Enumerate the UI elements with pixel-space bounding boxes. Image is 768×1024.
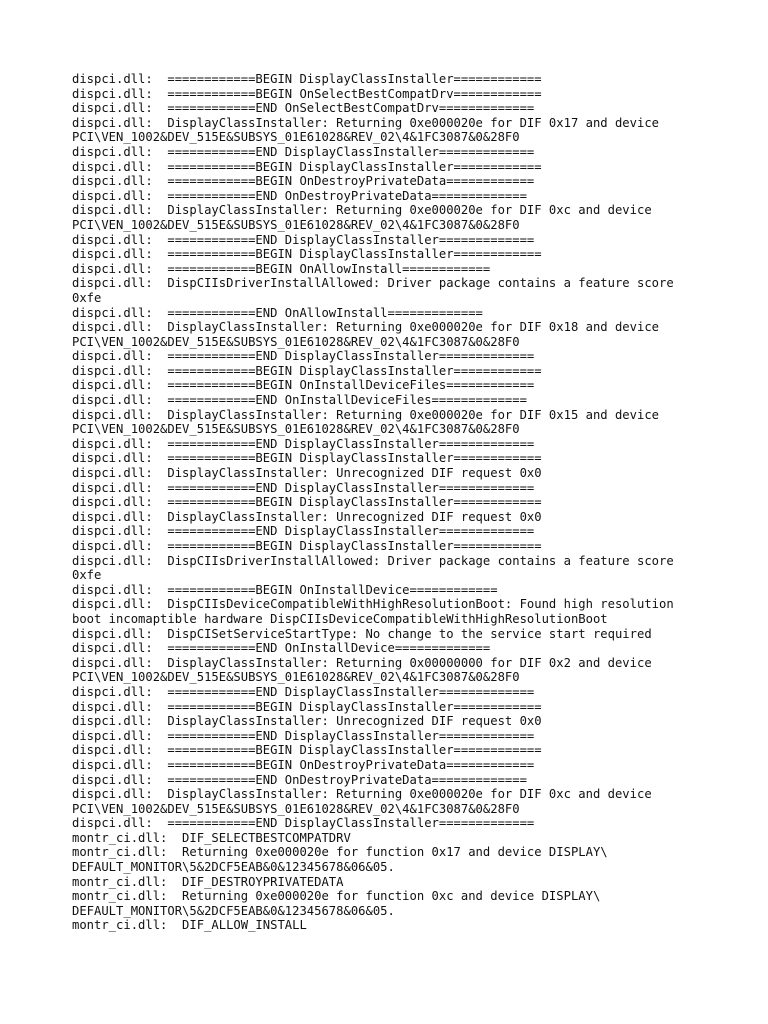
- log-line: dispci.dll: ============BEGIN OnDestroyPrivateData============: [72, 174, 535, 189]
- log-line: dispci.dll: DisplayClassInstaller: Returning 0xe000020e for DIF 0x15 and device: [72, 407, 659, 422]
- log-line: PCI\VEN_1002&DEV_515E&SUBSYS_01E61028&REV_02\4&1FC3087&0&28F0: [72, 422, 520, 437]
- log-line: PCI\VEN_1002&DEV_515E&SUBSYS_01E61028&REV_02\4&1FC3087&0&28F0: [72, 670, 520, 685]
- log-line: dispci.dll: ============BEGIN DisplayClassInstaller============: [72, 247, 542, 262]
- log-line: montr_ci.dll: DIF_DESTROYPRIVATEDATA: [72, 874, 344, 889]
- log-line: dispci.dll: DispCISetServiceStartType: No change to the service start required: [72, 626, 652, 641]
- log-line: dispci.dll: ============END OnAllowInstall=============: [72, 305, 483, 320]
- log-line: PCI\VEN_1002&DEV_515E&SUBSYS_01E61028&REV_02\4&1FC3087&0&28F0: [72, 334, 520, 349]
- log-line: dispci.dll: ============END OnInstallDevice=============: [72, 641, 491, 656]
- log-line: dispci.dll: ============END DisplayClassInstaller=============: [72, 436, 535, 451]
- log-line: montr_ci.dll: Returning 0xe000020e for function 0x17 and device DISPLAY\: [72, 845, 608, 860]
- log-line: dispci.dll: ============END DisplayClassInstaller=============: [72, 524, 535, 539]
- log-line: montr_ci.dll: Returning 0xe000020e for function 0xc and device DISPLAY\: [72, 889, 601, 904]
- log-line: 0xfe: [72, 568, 102, 583]
- log-line: DEFAULT_MONITOR\5&2DCF5EAB&0&12345678&06&05.: [72, 860, 395, 875]
- log-line: PCI\VEN_1002&DEV_515E&SUBSYS_01E61028&REV_02\4&1FC3087&0&28F0: [72, 130, 520, 145]
- log-line: dispci.dll: DisplayClassInstaller: Returning 0xe000020e for DIF 0x17 and device: [72, 115, 659, 130]
- log-line: dispci.dll: DispCIIsDriverInstallAllowed: Driver package contains a feature score: [72, 553, 674, 568]
- log-line: dispci.dll: ============BEGIN DisplayClassInstaller============: [72, 72, 542, 86]
- log-line: dispci.dll: ============END DisplayClassInstaller=============: [72, 480, 535, 495]
- log-line: dispci.dll: ============BEGIN DisplayClassInstaller============: [72, 699, 542, 714]
- log-line: dispci.dll: ============END OnSelectBestCompatDrv=============: [72, 101, 535, 116]
- log-line: dispci.dll: ============END OnDestroyPrivateData=============: [72, 772, 527, 787]
- log-line: dispci.dll: ============BEGIN OnInstallDevice============: [72, 582, 498, 597]
- log-line: dispci.dll: ============END OnInstallDeviceFiles=============: [72, 393, 527, 408]
- log-line: dispci.dll: DisplayClassInstaller: Unrecognized DIF request 0x0: [72, 509, 542, 524]
- log-line: dispci.dll: DispCIIsDeviceCompatibleWithHighResolutionBoot: Found high resolution: [72, 597, 674, 612]
- log-line: dispci.dll: ============BEGIN OnInstallDeviceFiles============: [72, 378, 535, 393]
- log-line: PCI\VEN_1002&DEV_515E&SUBSYS_01E61028&REV_02\4&1FC3087&0&28F0: [72, 801, 520, 816]
- log-line: dispci.dll: ============END OnDestroyPrivateData=============: [72, 188, 527, 203]
- log-line: dispci.dll: DisplayClassInstaller: Returning 0x00000000 for DIF 0x2 and device: [72, 655, 652, 670]
- log-line: DEFAULT_MONITOR\5&2DCF5EAB&0&12345678&06&05.: [72, 903, 395, 918]
- log-line: dispci.dll: ============END DisplayClassInstaller=============: [72, 816, 535, 831]
- log-line: dispci.dll: DispCIIsDriverInstallAllowed: Driver package contains a feature score: [72, 276, 674, 291]
- log-line: dispci.dll: ============END DisplayClassInstaller=============: [72, 349, 535, 364]
- log-line: dispci.dll: DisplayClassInstaller: Unrecognized DIF request 0x0: [72, 714, 542, 729]
- log-line: dispci.dll: ============BEGIN OnSelectBestCompatDrv============: [72, 86, 542, 101]
- log-line: dispci.dll: ============END DisplayClassInstaller=============: [72, 232, 535, 247]
- log-line: dispci.dll: ============END DisplayClassInstaller=============: [72, 144, 535, 159]
- log-line: dispci.dll: ============BEGIN DisplayClassInstaller============: [72, 363, 542, 378]
- log-line: dispci.dll: ============END DisplayClassInstaller=============: [72, 684, 535, 699]
- log-line: dispci.dll: ============BEGIN OnAllowInstall============: [72, 261, 491, 276]
- log-line: montr_ci.dll: DIF_ALLOW_INSTALL: [72, 918, 307, 933]
- log-line: dispci.dll: ============BEGIN OnDestroyPrivateData============: [72, 757, 535, 772]
- log-line: dispci.dll: ============BEGIN DisplayClassInstaller============: [72, 743, 542, 758]
- log-line: montr_ci.dll: DIF_SELECTBESTCOMPATDRV: [72, 830, 351, 845]
- log-line: dispci.dll: ============END DisplayClassInstaller=============: [72, 728, 535, 743]
- log-line: 0xfe: [72, 290, 102, 305]
- log-line: dispci.dll: DisplayClassInstaller: Unrecognized DIF request 0x0: [72, 466, 542, 481]
- log-line: dispci.dll: ============BEGIN DisplayClassInstaller============: [72, 539, 542, 553]
- log-line: dispci.dll: ============BEGIN DisplayClassInstaller============: [72, 451, 542, 466]
- log-line: dispci.dll: ============BEGIN DisplayClassInstaller============: [72, 159, 542, 174]
- log-line: dispci.dll: ============BEGIN DisplayClassInstaller============: [72, 495, 542, 510]
- log-document: [72, 72, 712, 933]
- log-line: dispci.dll: DisplayClassInstaller: Returning 0xe000020e for DIF 0xc and device: [72, 203, 652, 218]
- log-line: dispci.dll: DisplayClassInstaller: Returning 0xe000020e for DIF 0x18 and device: [72, 320, 659, 335]
- log-line: PCI\VEN_1002&DEV_515E&SUBSYS_01E61028&REV_02\4&1FC3087&0&28F0: [72, 217, 520, 232]
- log-line: dispci.dll: DisplayClassInstaller: Returning 0xe000020e for DIF 0xc and device: [72, 787, 652, 802]
- log-line: boot incomaptible hardware DispCIIsDeviceCompatibleWithHighResolutionBoot: [72, 611, 608, 626]
